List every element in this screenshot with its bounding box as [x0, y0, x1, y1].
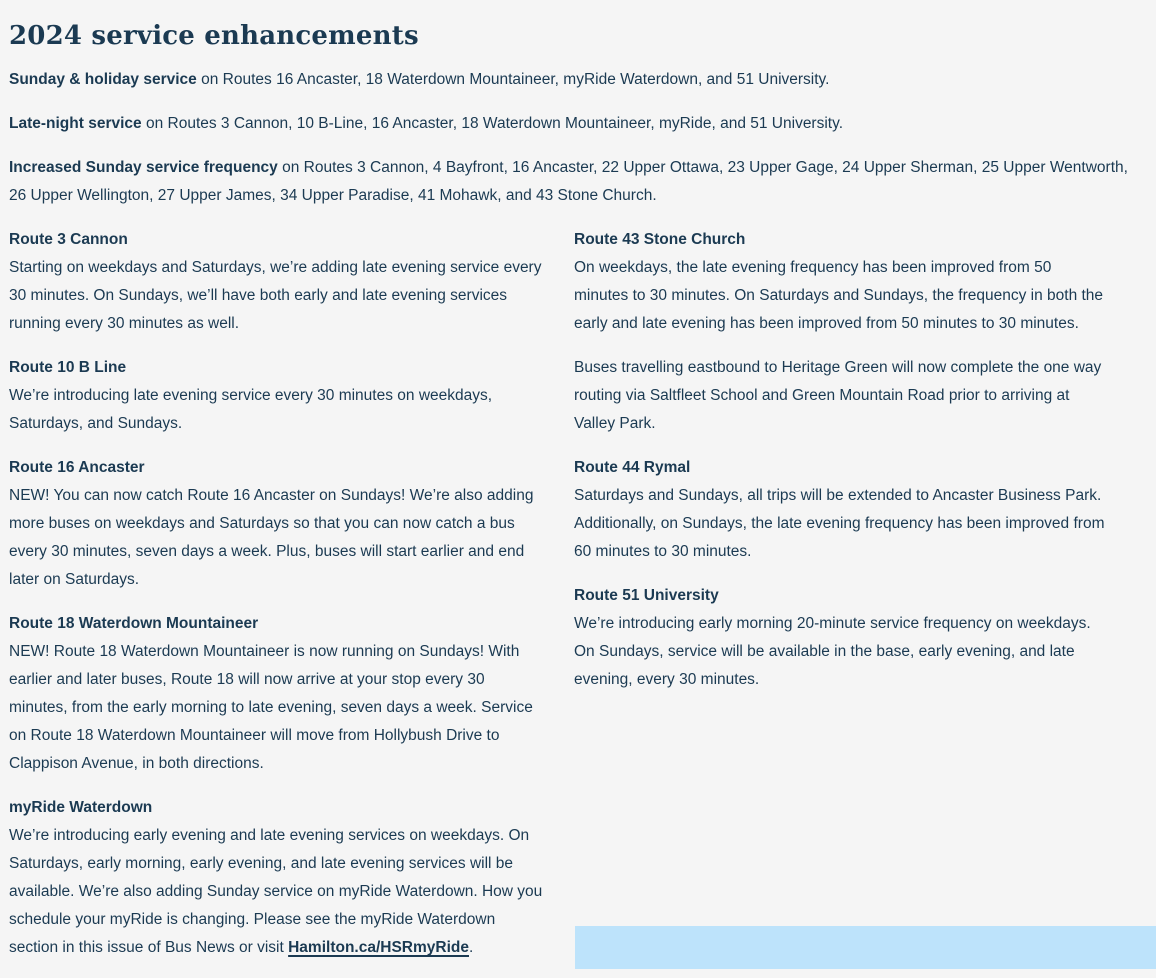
page-title: 2024 service enhancements — [9, 21, 419, 51]
route-description: Starting on weekdays and Saturdays, we’re adding late evening service every 30 minutes. On Sundays, we’ll have both early and late evening services running every 30 minutes as well. — [9, 259, 542, 332]
route-description: NEW! You can now catch Route 16 Ancaster on Sundays! We’re also adding more buses on weekdays and Saturdays so that you can now catch a bus every 30 minutes, seven days a week. Plus, buses will start earlier and end later on Saturdays. — [9, 487, 534, 588]
intro-label: Increased Sunday service frequency — [9, 159, 278, 176]
route-16-ancaster — [9, 454, 545, 594]
route-note: Buses travelling eastbound to Heritage Green will now complete the one way routing via Saltfleet School and Green Mountain Road prior to arriving at Valley Park. — [574, 359, 1102, 432]
route-43-stone-church — [574, 226, 1106, 438]
intro-text: on Routes 16 Ancaster, 18 Waterdown Mountaineer, myRide Waterdown, and 51 University. — [196, 71, 830, 88]
intro-text: on Routes 3 Cannon, 4 Bayfront, 16 Ancaster, 22 Upper Ottawa, 23 Upper Gage, 24 Upper Sherman, 25 Upper Wentworth, 26 Upper Wellington, 27 Upper James, 34 Upper Paradise, 41 Mohawk, and 43 Stone Church. — [9, 159, 1128, 204]
route-heading: Route 18 Waterdown Mountaineer — [9, 615, 259, 632]
route-heading: myRide Waterdown — [9, 799, 153, 816]
route-heading: Route 44 Rymal — [574, 459, 691, 476]
route-44-rymal — [574, 454, 1106, 566]
route-18-waterdown-mountaineer — [9, 610, 545, 778]
route-description: Saturdays and Sundays, all trips will be extended to Ancaster Business Park. Additionally, on Sundays, the late evening frequency has been improved from 60 minutes to 30 minutes. — [574, 487, 1105, 560]
right-column — [574, 226, 1106, 710]
myride-waterdown — [9, 794, 545, 962]
intro-label: Sunday & holiday service — [9, 71, 197, 88]
intro-late-night — [9, 110, 1129, 138]
route-10-b-line — [9, 354, 545, 438]
left-column — [9, 226, 545, 978]
route-columns — [9, 226, 1129, 978]
route-heading: Route 16 Ancaster — [9, 459, 145, 476]
route-3-cannon — [9, 226, 545, 338]
sentence-end: . — [469, 939, 474, 956]
accent-panel — [575, 926, 1156, 969]
route-description: NEW! Route 18 Waterdown Mountaineer is now running on Sundays! With earlier and later buses, Route 18 will now arrive at your stop every 30 minutes, from the early morning to late evening, seven days a week. Service on Route 18 Waterdown Mountaineer will move from Hollybush Drive to Clappison Avenue, in both directions. — [9, 643, 533, 772]
route-description: We’re introducing early morning 20-minute service frequency on weekdays. On Sundays, service will be available in the base, early evening, and late evening, every 30 minutes. — [574, 615, 1091, 688]
route-heading: Route 10 B Line — [9, 359, 127, 376]
myride-body-text: We’re introducing early evening and late evening services on weekdays. On Saturdays, early morning, early evening, and late evening services will be available. We’re also adding Sunday service on myRide Waterdown. How you schedule your myRide is changing. Please see the myRide Waterdown section in this issue of Bus News or visit — [9, 827, 543, 956]
hsr-myride-link[interactable]: Hamilton.ca/HSRmyRide — [288, 939, 469, 956]
intro-sunday-holiday — [9, 66, 1129, 94]
article — [9, 0, 1129, 978]
route-51-university — [574, 582, 1106, 694]
intro-label: Late-night service — [9, 115, 142, 132]
intro-text: on Routes 3 Cannon, 10 B-Line, 16 Ancaster, 18 Waterdown Mountaineer, myRide, and 51 University. — [141, 115, 844, 132]
route-description: On weekdays, the late evening frequency has been improved from 50 minutes to 30 minutes. On Saturdays and Sundays, the frequency in both the early and late evening has been improved from 50 minutes to 30 minutes. — [574, 259, 1104, 332]
intro-summary — [9, 66, 1129, 210]
route-description — [9, 822, 545, 962]
intro-sunday-frequency — [9, 154, 1129, 210]
route-heading: Route 51 University — [574, 587, 719, 604]
route-description: We’re introducing late evening service every 30 minutes on weekdays, Saturdays, and Sundays. — [9, 387, 493, 432]
route-heading: Route 3 Cannon — [9, 231, 128, 248]
route-heading: Route 43 Stone Church — [574, 231, 746, 248]
